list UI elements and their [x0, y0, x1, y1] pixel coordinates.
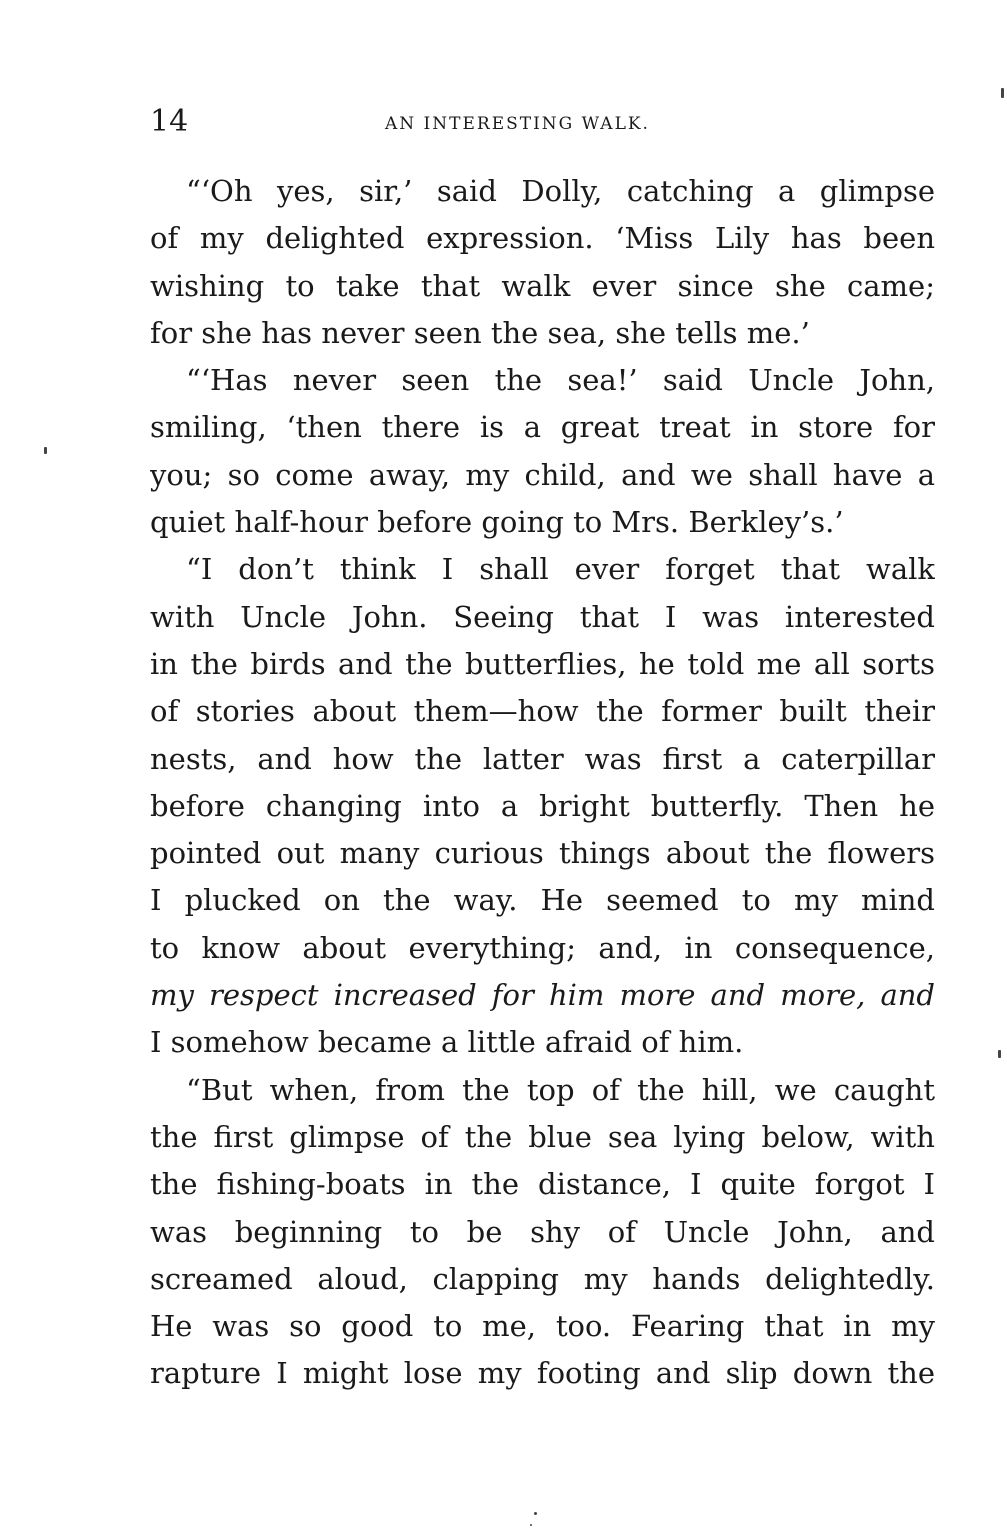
text-line: “I don’t think I shall ever forget that walk: [186, 552, 935, 587]
scan-speck: [998, 1050, 1001, 1058]
text-line: screamed aloud, clapping my hands delightedly.: [150, 1261, 935, 1296]
text-line: the first glimpse of the blue sea lying below, with: [150, 1119, 935, 1154]
text-line: of stories about them—how the former built their: [150, 694, 935, 729]
scan-speck: [534, 1512, 537, 1515]
page-number: 14: [150, 104, 189, 139]
text-line: rapture I might lose my footing and slip down the: [150, 1356, 935, 1391]
text-line: nests, and how the latter was first a caterpillar: [150, 741, 935, 776]
text-line: quiet half-hour before going to Mrs. Berkley’s.’: [150, 505, 844, 540]
running-head: [150, 100, 940, 144]
text-line: “‘Oh yes, sir,’ said Dolly, catching a glimpse: [186, 174, 935, 208]
text-line: with Uncle John. Seeing that I was interested: [150, 599, 935, 634]
text-line: of my delighted expression. ‘Miss Lily has been: [150, 221, 935, 256]
text-line: to know about everything; and, in consequence,: [150, 930, 935, 965]
text-line: “But when, from the top of the hill, we caught: [186, 1072, 935, 1107]
text-line: was beginning to be shy of Uncle John, and: [150, 1214, 935, 1249]
text-line: pointed out many curious things about the flowers: [150, 836, 935, 871]
text-line: He was so good to me, too. Fearing that in my: [150, 1309, 935, 1344]
scan-speck: [44, 447, 47, 454]
body-text: [150, 168, 935, 1398]
scan-speck: [530, 1524, 532, 1526]
text-line: I plucked on the way. He seemed to my mind: [150, 883, 935, 918]
text-line: “‘Has never seen the sea!’ said Uncle John,: [186, 363, 935, 398]
text-line: the fishing-boats in the distance, I quite forgot I: [150, 1167, 935, 1202]
text-line: in the birds and the butterflies, he told me all sorts: [150, 646, 935, 681]
text-line: for she has never seen the sea, she tells me.’: [150, 315, 810, 350]
text-line: [150, 972, 935, 1019]
text-line: smiling, ‘then there is a great treat in store for: [150, 410, 935, 445]
text-line: you; so come away, my child, and we shall have a: [150, 457, 935, 492]
scan-speck: [1001, 88, 1004, 98]
text-line: before changing into a bright butterfly. Then he: [150, 788, 935, 823]
running-title: AN INTERESTING WALK.: [385, 114, 650, 134]
text-line: wishing to take that walk ever since she came;: [150, 268, 935, 303]
italic-text: my respect increased for him more and more, and: [150, 978, 935, 1013]
text-line: I somehow became a little afraid of him.: [150, 1025, 744, 1060]
